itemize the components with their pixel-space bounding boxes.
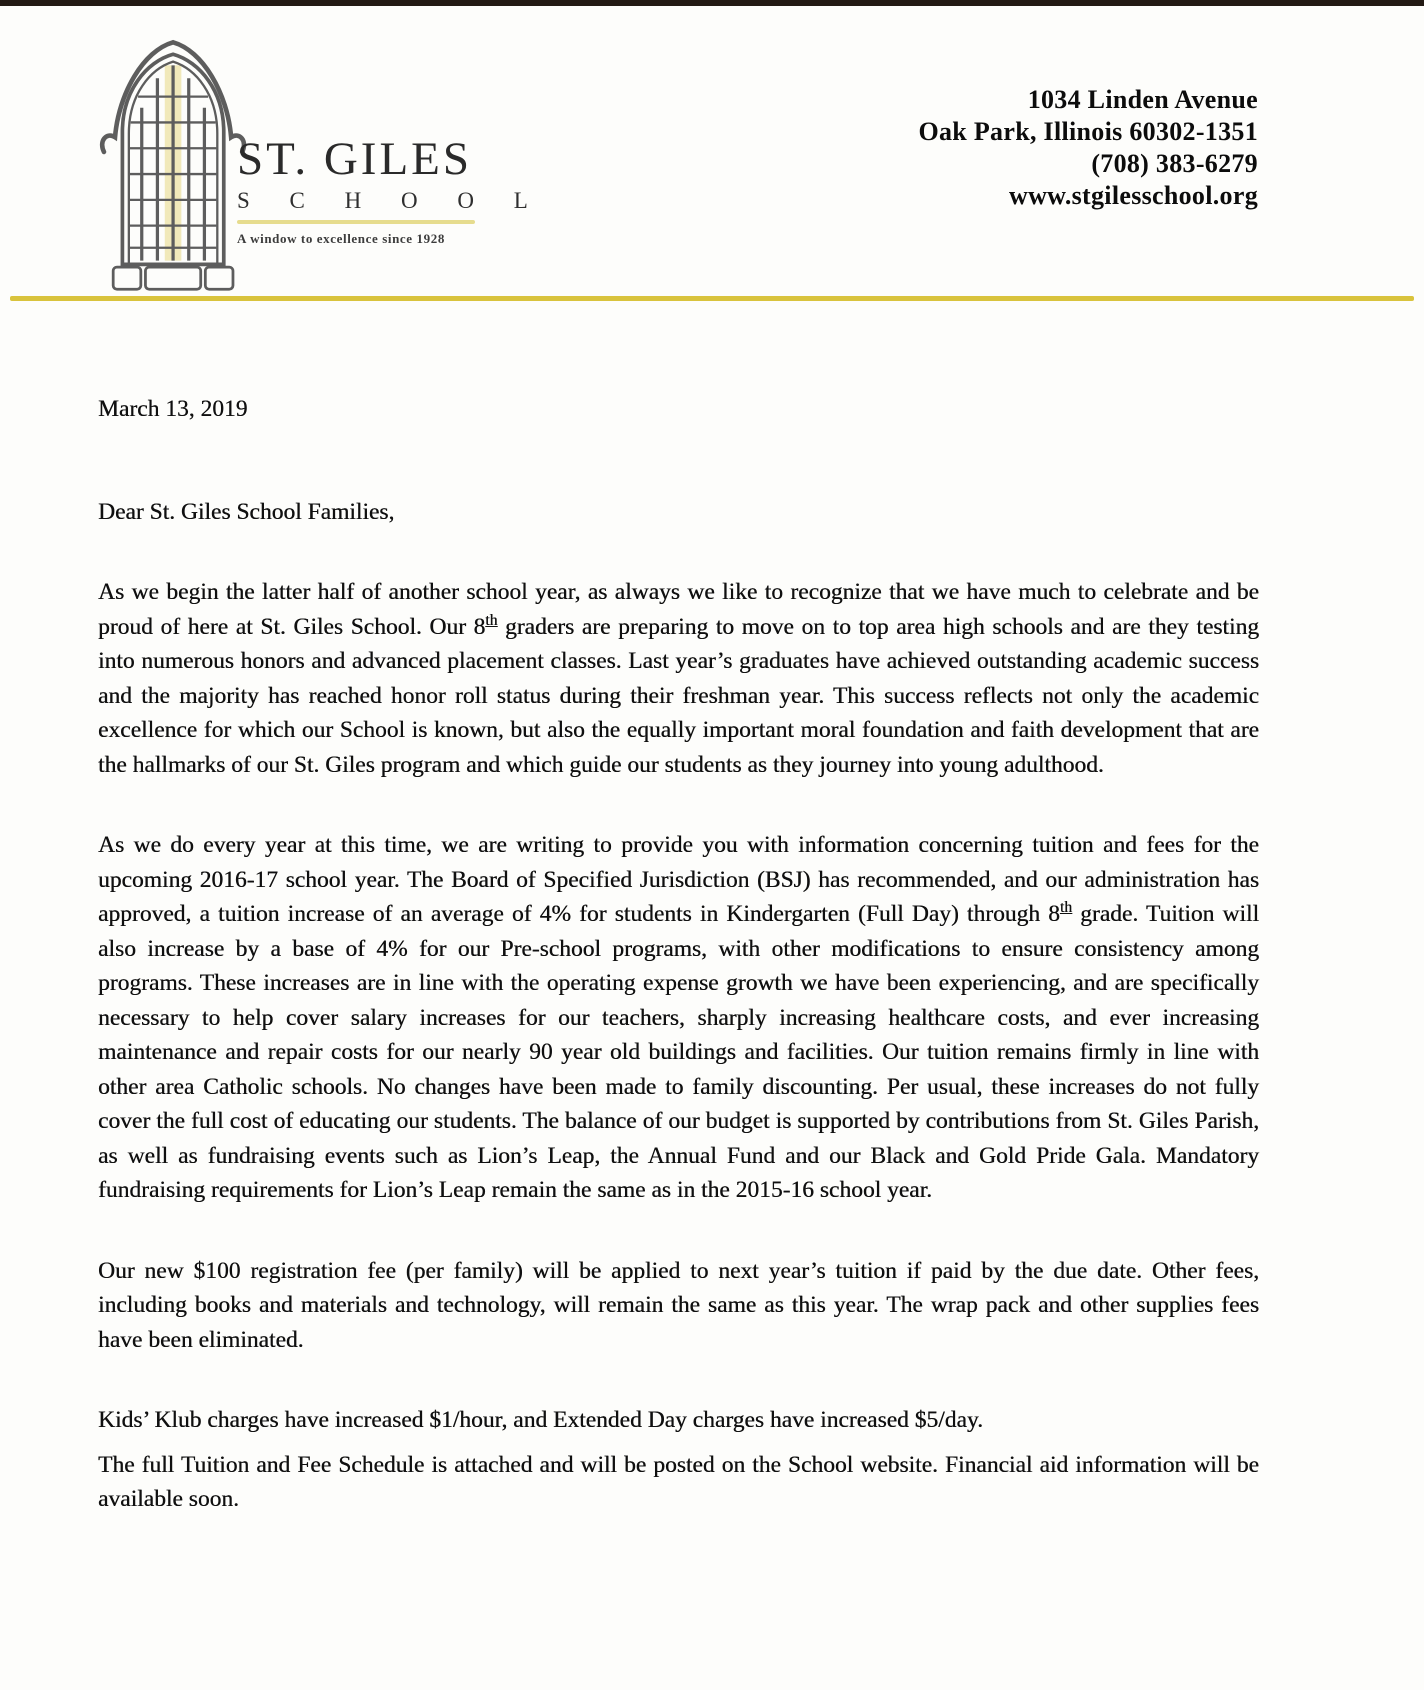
paragraph-text: As we do every year at this time, we are writing to provide you with information concerning tuition and fees for the upcoming 2016-17 school year. The Board of Specified Jurisdiction (BSJ) has recommended, and our administration has approved, a tuition increase of an average of 4% for students in Kindergarten (Full Day) through 8 xyxy=(98,832,1259,927)
website-url: www.stgilesschool.org xyxy=(1009,181,1258,210)
paragraph xyxy=(98,1403,1259,1438)
paragraph xyxy=(98,1448,1259,1517)
paragraph-text: The full Tuition and Fee Schedule is attached and will be posted on the School website. Financial aid information will be available soon. xyxy=(98,1451,1259,1512)
school-tagline: A window to excellence since 1928 xyxy=(237,231,445,246)
contact-block xyxy=(918,84,1258,212)
paragraph-text: graders are preparing to move on to top area high schools and are they testing into numerous honors and advanced placement classes. Last year’s graduates have achieved outstanding academic success and the majority has reached honor roll status during their freshman year. This success reflects not only the academic excellence for which our School is known, but also the equally important moral foundation and faith development that are the hallmarks of our St. Giles program and which guide our students as they journey into young adulthood. xyxy=(98,613,1259,778)
address-line-2: Oak Park, Illinois 60302-1351 xyxy=(918,117,1258,146)
salutation: Dear St. Giles School Families, xyxy=(98,498,395,525)
paragraph xyxy=(98,1254,1259,1358)
letter-body xyxy=(98,392,1259,1563)
phone-number: (708) 383-6279 xyxy=(1091,149,1258,178)
ordinal-superscript: th xyxy=(485,611,498,629)
school-name: ST. GILES xyxy=(237,133,473,185)
paragraph-text: grade. Tuition will also increase by a base of 4% for our Pre-school programs, with other modifications to ensure consistency among programs. These increases are in line with the operating expense growth we have been experiencing, and are specifically necessary to help cover salary increases for our teachers, sharply increasing healthcare costs, and ever increasing maintenance and repair costs for our nearly 90 year old buildings and facilities. Our tuition remains firmly in line with other area Catholic schools. No changes have been made to family discounting. Per usual, these increases do not fully cover the full cost of educating our students. The balance of our budget is supported by contributions from St. Giles Parish, as well as fundraising events such as Lion’s Leap, the Annual Fund and our Black and Gold Pride Gala. Mandatory fundraising requirements for Lion’s Leap remain the same as in the 2015-16 school year. xyxy=(98,901,1260,1203)
school-logo-text xyxy=(237,132,545,247)
paragraph-text: As we begin the latter half of another school year, as always we like to recognize that we have much to celebrate and be proud of here at St. Giles School. Our 8 xyxy=(98,579,1259,640)
paragraph xyxy=(98,828,1259,1208)
address-line-1: 1034 Linden Avenue xyxy=(1027,85,1258,114)
letter-date: March 13, 2019 xyxy=(98,396,248,422)
paragraphs-container xyxy=(98,575,1259,1517)
paragraph-text: Kids’ Klub charges have increased $1/hour, and Extended Day charges have increased $5/day. xyxy=(98,1407,983,1433)
ordinal-superscript: th xyxy=(1059,899,1072,917)
school-subname: S C H O O L xyxy=(237,188,545,213)
paragraph xyxy=(98,575,1259,782)
paragraph-text: Our new $100 registration fee (per family) will be applied to next year’s tuition if paid by the due date. Other fees, including books and materials and technology, will remain the same as this year. The wrap pack and other supplies fees have been eliminated. xyxy=(98,1257,1259,1353)
gold-divider-rule xyxy=(10,296,1414,301)
logo-gold-rule xyxy=(237,220,475,224)
